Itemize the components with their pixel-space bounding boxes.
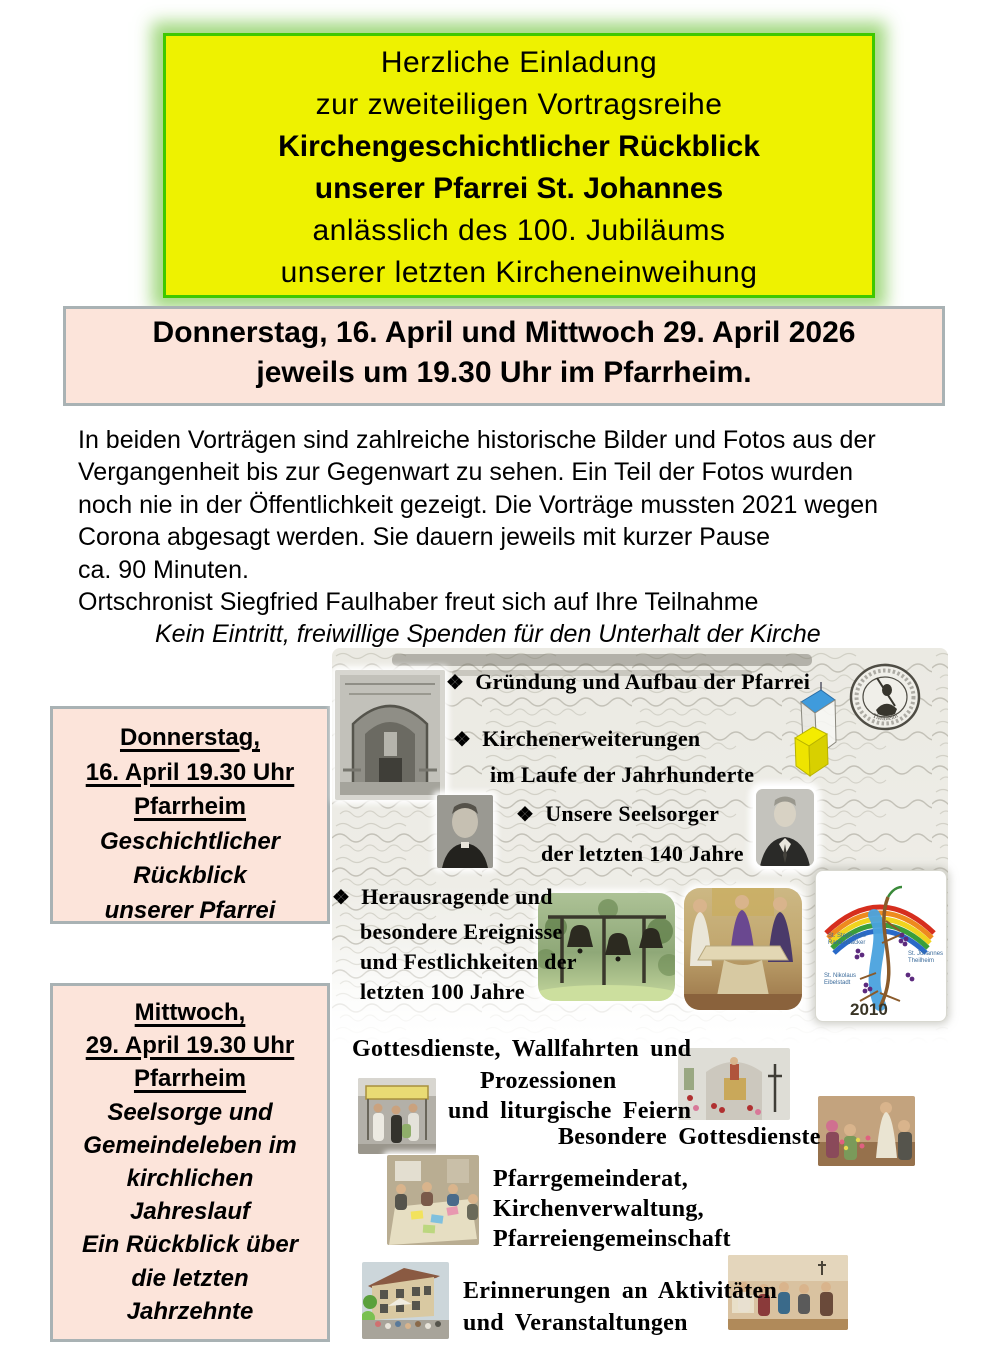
church-interior-drawing bbox=[335, 670, 445, 800]
intro-line: In beiden Vorträgen sind zahlreiche historische Bilder und Fotos aus der bbox=[78, 426, 876, 454]
topic-text: Gründung und Aufbau der Pfarrei bbox=[475, 669, 811, 694]
council-meeting-drawing bbox=[387, 1155, 479, 1245]
logo-label: Randersacker bbox=[828, 940, 866, 946]
collage-caption: Prozessionen bbox=[480, 1068, 617, 1094]
collage-caption: und liturgische Feiern bbox=[448, 1098, 692, 1124]
collage-caption: Gottesdienste, Wallfahrten und bbox=[352, 1036, 692, 1062]
intro-paragraph bbox=[78, 424, 948, 651]
event-title-line: Jahreslauf bbox=[129, 1198, 251, 1226]
date-banner-line1: Donnerstag, 16. April und Mittwoch 29. April 2026 bbox=[152, 316, 856, 349]
diamond-bullet-icon: ❖ bbox=[516, 804, 535, 826]
collage-topic bbox=[332, 884, 553, 910]
church-interior-etching bbox=[335, 670, 445, 800]
topic-text: Herausragende und bbox=[361, 884, 553, 909]
diamond-bullet-icon: ❖ bbox=[453, 729, 472, 751]
collage-caption: Pfarreiengemeinschaft bbox=[493, 1226, 731, 1252]
altar-consecration-drawing bbox=[684, 888, 802, 1010]
collage-caption: Pfarrgemeinderat, bbox=[493, 1166, 689, 1192]
logo-label: St. Johannes bbox=[908, 951, 944, 957]
portrait-drawing bbox=[756, 789, 814, 866]
intro-line: ca. 90 Minuten. bbox=[78, 555, 249, 584]
seal-text: Theilheim bbox=[871, 712, 899, 723]
collage-topic bbox=[360, 979, 525, 1005]
event-date-line: Pfarrheim bbox=[133, 793, 247, 820]
logo-label: Theilheim bbox=[908, 958, 935, 964]
intro-line: Ortschronist Siegfried Faulhaber freut sich auf Ihre Teilnahme bbox=[78, 588, 759, 617]
collage-caption: Besondere Gottesdienste bbox=[558, 1124, 821, 1150]
collage-topic bbox=[446, 669, 810, 695]
collage-topic bbox=[453, 726, 700, 752]
logo-year: 2010 bbox=[850, 1000, 888, 1019]
flower-service-photo bbox=[818, 1096, 915, 1166]
parish-association-logo bbox=[815, 870, 947, 1022]
collage-caption: und Veranstaltungen bbox=[463, 1310, 688, 1336]
event-title-line: Gemeindeleben im bbox=[83, 1131, 297, 1159]
flower-service-drawing bbox=[818, 1096, 915, 1166]
collage-caption: Erinnerungen an Aktivitäten bbox=[463, 1278, 778, 1304]
header-line: zur zweiteiligen Vortragsreihe bbox=[315, 88, 723, 121]
header-line: unserer letzten Kircheneinweihung bbox=[280, 256, 758, 289]
street-festival-drawing bbox=[362, 1262, 449, 1339]
topic-text: Unsere Seelsorger bbox=[545, 801, 720, 826]
date-banner-line2: jeweils um 19.30 Uhr im Pfarrheim. bbox=[256, 356, 752, 389]
rainbow-logo-drawing bbox=[816, 871, 946, 1021]
event-title-line: Seelsorge und bbox=[107, 1098, 273, 1126]
church-sketch-drawing bbox=[793, 680, 838, 780]
council-meeting-photo bbox=[387, 1155, 479, 1245]
collage-topic bbox=[360, 919, 563, 945]
intro-line: noch nie in der Öffentlichkeit gezeigt. Die Vorträge mussten 2021 wegen bbox=[78, 490, 879, 519]
bells-drawing bbox=[538, 893, 675, 1001]
pastor-portrait-old bbox=[437, 795, 493, 868]
logo-label: St. Stephanus bbox=[828, 933, 866, 939]
topic-text: der letzten 140 Jahre bbox=[541, 841, 744, 866]
event-date-line: Pfarrheim bbox=[133, 1065, 247, 1093]
event-date-line: Mittwoch, bbox=[134, 999, 246, 1026]
topic-text: Kirchenerweiterungen bbox=[482, 726, 701, 751]
logo-label: St. Nikolaus bbox=[824, 973, 857, 979]
event-title-line: Ein Rückblick über bbox=[81, 1231, 299, 1259]
church-3d-sketch bbox=[793, 680, 838, 780]
parish-seal bbox=[848, 662, 922, 732]
diamond-bullet-icon: ❖ bbox=[332, 887, 351, 909]
header-line: Herzliche Einladung bbox=[380, 46, 658, 79]
collage-topic bbox=[541, 841, 744, 867]
collage-caption: Kirchenverwaltung, bbox=[493, 1196, 704, 1222]
church-service-drawing bbox=[678, 1048, 790, 1120]
topic-text: und Festlichkeiten der bbox=[360, 949, 577, 974]
street-festival-photo bbox=[362, 1262, 449, 1339]
pastor-portrait-recent bbox=[753, 786, 817, 869]
event-title-line: unserer Pfarrei bbox=[104, 896, 276, 924]
procession-photo bbox=[358, 1078, 436, 1154]
event-date-line: 16. April 19.30 Uhr bbox=[85, 758, 295, 786]
event-box-thursday bbox=[50, 706, 330, 924]
intro-line: Corona abgesagt werden. Sie dauern jeweils mit kurzer Pause bbox=[78, 523, 771, 552]
procession-drawing bbox=[358, 1078, 436, 1154]
seal-drawing bbox=[848, 662, 922, 732]
logo-label: Eibelstadt bbox=[824, 980, 851, 986]
portrait-drawing bbox=[437, 795, 493, 868]
topic-text: im Laufe der Jahrhunderte bbox=[490, 762, 755, 787]
event-title-line: Geschichtlicher bbox=[99, 827, 281, 855]
topic-text: besondere Ereignisse bbox=[360, 919, 563, 944]
header-line: unserer Pfarrei St. Johannes bbox=[314, 172, 724, 205]
invitation-header bbox=[163, 33, 875, 298]
collage-topic bbox=[516, 801, 719, 827]
collage-topic bbox=[490, 762, 754, 788]
event-title-line: Jahrzehnte bbox=[126, 1297, 254, 1325]
topic-text: letzten 100 Jahre bbox=[360, 979, 525, 1004]
altar-consecration-photo bbox=[684, 888, 802, 1010]
diamond-bullet-icon: ❖ bbox=[446, 672, 465, 694]
church-service-photo bbox=[678, 1048, 790, 1120]
event-title-line: kirchlichen bbox=[126, 1165, 254, 1193]
event-date-line: Donnerstag, bbox=[119, 724, 260, 751]
collage-topic bbox=[360, 949, 577, 975]
event-title-line: die letzten bbox=[131, 1264, 249, 1292]
event-box-wednesday bbox=[50, 983, 330, 1342]
intro-note: Kein Eintritt, freiwillige Spenden für den Unterhalt der Kirche bbox=[155, 620, 821, 649]
event-title-line: Rückblick bbox=[133, 862, 247, 889]
header-line: anlässlich des 100. Jubiläums bbox=[312, 214, 726, 247]
photo-collage bbox=[332, 648, 948, 1348]
event-date-line: 29. April 19.30 Uhr bbox=[85, 1032, 295, 1060]
date-banner bbox=[63, 306, 945, 406]
header-line: Kirchengeschichtlicher Rückblick bbox=[278, 130, 760, 163]
intro-line: Vergangenheit bis zur Gegenwart zu sehen. Ein Teil der Fotos wurden bbox=[78, 458, 853, 487]
church-bells-photo bbox=[538, 893, 675, 1001]
